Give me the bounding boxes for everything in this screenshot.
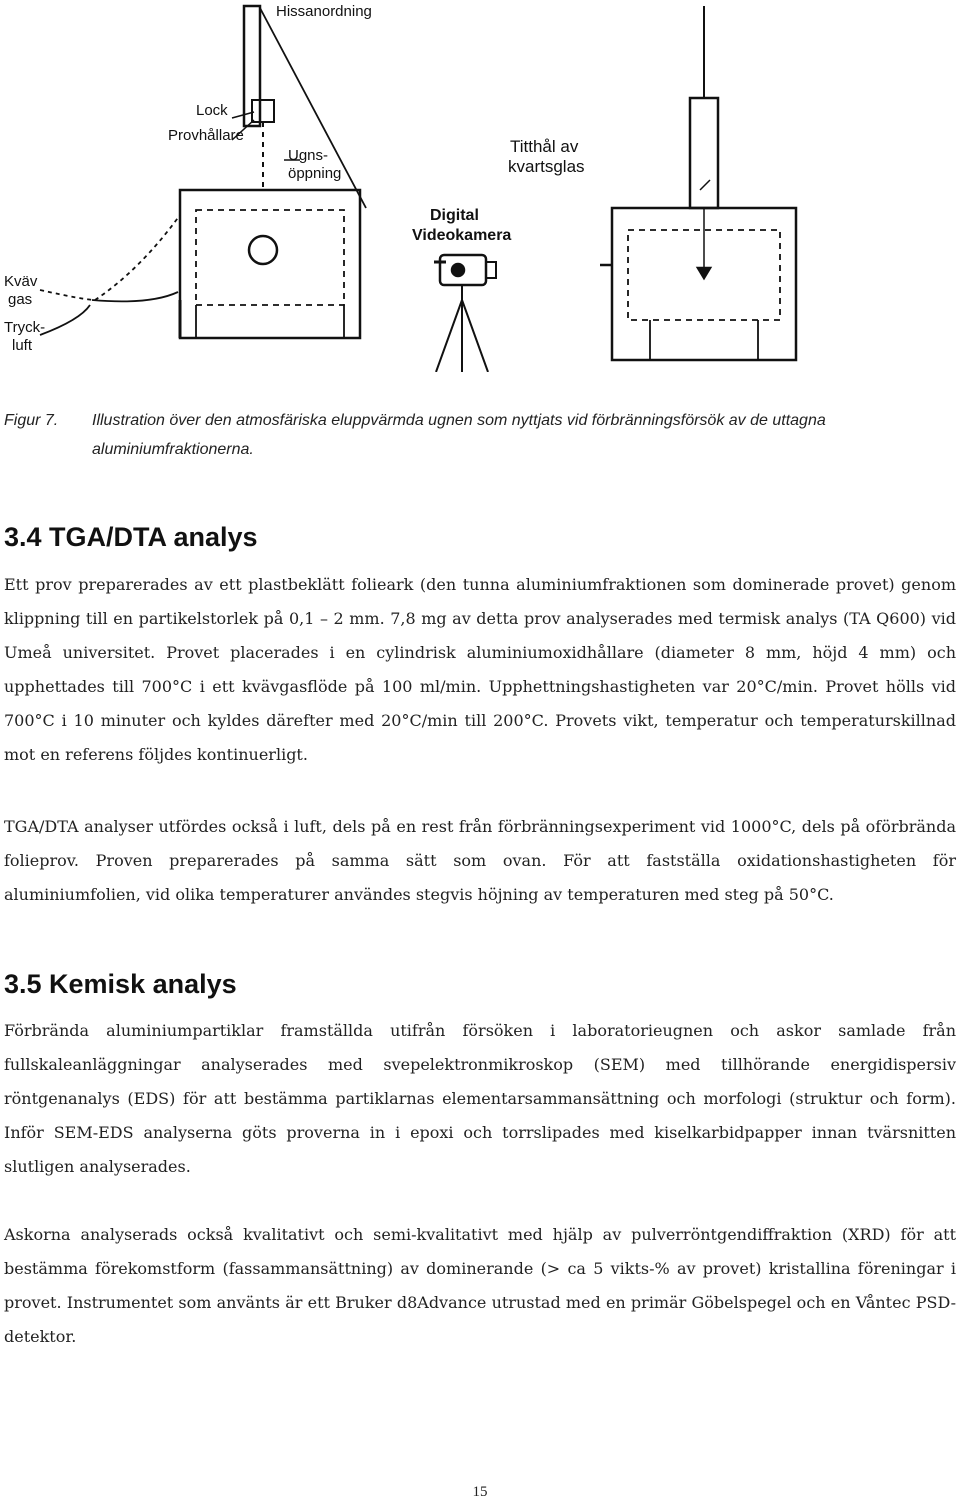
caption-label: Figur 7. bbox=[4, 412, 59, 429]
label-digital-video-2: Videokamera bbox=[412, 227, 512, 244]
label-compressed-air-1: Tryck- bbox=[4, 319, 46, 336]
section-3-4-paragraph-1: Ett prov preparerades av ett plastbeklätt folieark (den tunna aluminiumfraktionen som dominerade provet) genom klippning till en partikelstorlek på 0,1 – 2 mm. 7,8 mg av detta prov analyserades med termisk analys (TA Q600) vid Umeå universitet. Provet placerades i en cylindrisk aluminiumoxidhållare (diameter 8 mm, höjd 4 mm) och upphettades till 700°C i ett kvävgasflöde på 100 ml/min. Upphettningshastigheten var 20°C/min. Provet hölls vid 700°C i 10 minuter och kyldes därefter med 20°C/min till 200°C. Provets vikt, temperatur och temperaturskillnad mot en referens följdes kontinuerligt. bbox=[4, 575, 956, 764]
label-digital-video-1: Digital bbox=[430, 207, 479, 224]
label-viewport-2: kvartsglas bbox=[508, 157, 585, 176]
figure-caption bbox=[4, 406, 954, 464]
label-lifting-device: Hissanordning bbox=[276, 3, 372, 20]
caption-text: Illustration över den atmosfäriska eluppvärmda ugnen som nyttjats vid förbränningsförsök av de uttagna aluminiumfraktionerna. bbox=[92, 412, 826, 458]
section-heading-3-4: 3.4 TGA/DTA analys bbox=[4, 522, 258, 552]
label-nitrogen-2: gas bbox=[8, 291, 33, 308]
label-oven-opening-1: Ugns- bbox=[288, 147, 329, 164]
page-number: 15 bbox=[472, 1484, 488, 1500]
label-oven-opening-2: öppning bbox=[288, 165, 342, 182]
label-lid: Lock bbox=[196, 102, 228, 119]
label-compressed-air-2: luft bbox=[12, 337, 33, 354]
oven-illustration bbox=[0, 0, 960, 372]
section-heading-3-5: 3.5 Kemisk analys bbox=[4, 969, 237, 999]
label-nitrogen-1: Kväv bbox=[4, 273, 38, 290]
section-3-5-paragraph-2: Askorna analyserads också kvalitativt och semi-kvalitativt med hjälp av pulverröntgendiffraktion (XRD) för att bestämma förekomstform (fassammansättning) av dominerande (> ca 5 vikts-% av provet) kristallina föreningar i provet. Instrumentet som använts är ett Bruker d8Advance utrustad med en primär Göbelspegel och en Våntec PSD-detektor. bbox=[4, 1225, 956, 1346]
section-3-5-paragraph-1: Förbrända aluminiumpartiklar framställda utifrån försöken i laboratorieugnen och askor samlade från fullskaleanläggningar analyserades med svepelektronmikroskop (SEM) med tillhörande energidispersiv röntgenanalys (EDS) för att bestämma partiklarnas elementarsammansättning och morfologi (struktur och form). Inför SEM-EDS analyserna göts proverna in i epoxi och torrslipades med kiselkarbidpapper innan tvärsnitten slutligen analyserades. bbox=[4, 1021, 956, 1176]
right-oven-drawing bbox=[600, 6, 796, 360]
label-viewport-1: Titthål av bbox=[510, 137, 579, 156]
oven-figure bbox=[0, 0, 960, 372]
section-3-4-paragraph-2: TGA/DTA analyser utfördes också i luft, dels på en rest från förbränningsexperiment vid 1000°C, dels på oförbrända folieprov. Proven preparerades på samma sätt som ovan. För att fastställa oxidationshastigheten för aluminiumfolien, vid olika temperaturer användes stegvis höjning av temperaturen med steg på 50°C. bbox=[4, 817, 956, 904]
figure-labels bbox=[4, 3, 585, 354]
camera-drawing bbox=[434, 255, 496, 372]
label-sample-holder: Provhållare bbox=[168, 127, 244, 144]
